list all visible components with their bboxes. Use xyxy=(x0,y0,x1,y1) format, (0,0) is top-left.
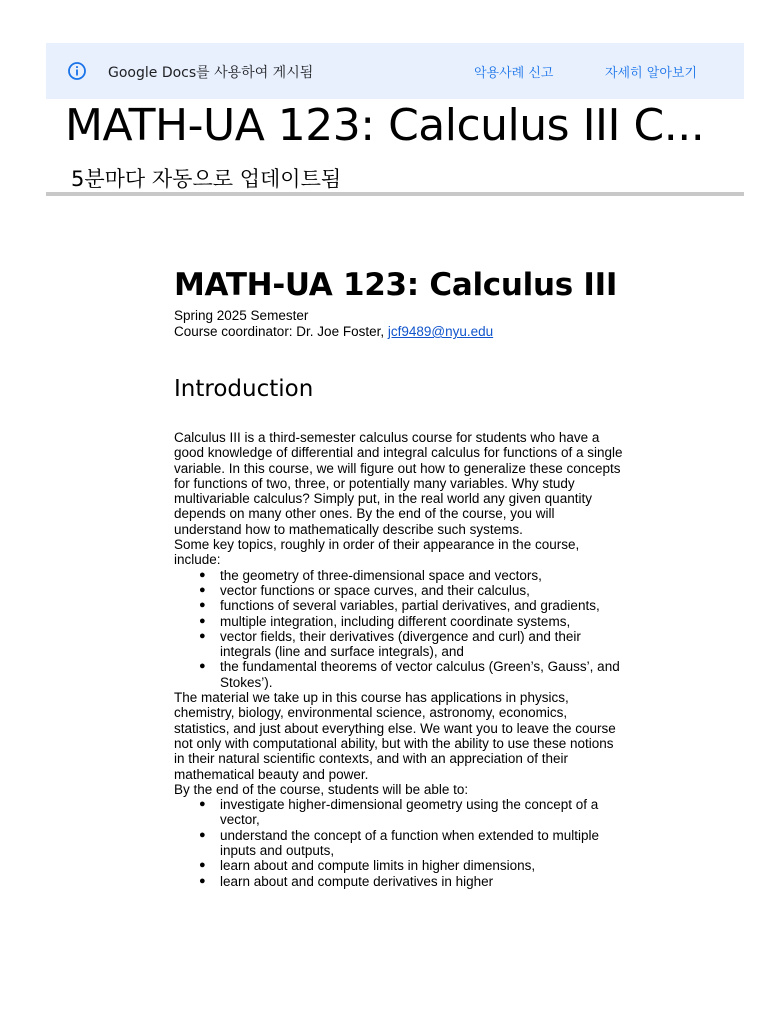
bullet-icon: ● xyxy=(199,614,206,627)
applications-paragraph: The material we take up in this course has applications in physics, chemistry, biology, environmental science, astronomy, economics, statistics, and just about everything else. We want you to leave the course not only with computational ability, but with the ability to use these notions in their natural scientific contexts, and with an appreciation of their mathematical beauty and power. xyxy=(174,690,616,782)
list-item xyxy=(199,659,624,690)
coordinator-line xyxy=(174,324,624,340)
outcomes-intro: By the end of the course, students will be able to: xyxy=(174,781,469,797)
list-item-text: learn about and compute limits in higher dimensions, xyxy=(220,858,536,874)
report-abuse-link[interactable]: 악용사례 신고 xyxy=(474,66,554,81)
header-divider xyxy=(46,192,744,196)
introduction-heading: Introduction xyxy=(174,376,314,402)
list-item xyxy=(199,827,624,859)
list-item xyxy=(199,582,624,598)
coordinator-email-link[interactable]: jcf9489@nyu.edu xyxy=(387,324,494,339)
bullet-icon: ● xyxy=(199,874,206,887)
list-item xyxy=(199,873,624,889)
list-item xyxy=(199,858,624,874)
list-item-text: vector fields, their derivatives (divergence and curl) and their integrals (line and surface integrals), and xyxy=(220,628,581,660)
document-page xyxy=(174,262,624,889)
published-with-google-docs-text: Google Docs를 사용하여 게시됨 xyxy=(108,65,314,81)
list-item-text: investigate higher-dimensional geometry using the concept of a vector, xyxy=(220,797,599,828)
list-item-text: multiple integration, including different coordinate systems, xyxy=(220,613,571,629)
bullet-icon: ● xyxy=(199,629,206,642)
learn-more-link[interactable]: 자세히 알아보기 xyxy=(605,66,698,81)
topics-intro: Some key topics, roughly in order of their appearance in the course, include: xyxy=(174,537,580,568)
list-item-text: the fundamental theorems of vector calculus (Green’s, Gauss’, and Stokes’). xyxy=(220,659,620,690)
list-item-text: vector functions or space curves, and their calculus, xyxy=(220,582,530,598)
info-icon xyxy=(67,61,87,81)
intro-paragraph: Calculus III is a third-semester calculus course for students who have a good knowledge of differential and integral calculus for functions of a single variable. In this course, we will figure out how to generalize these concepts for functions of two, three, or potentially many variables. Why study multivariable calculus? Simply put, in the real world any given quantity depends on many other ones. By the end of the course, you will understand how to mathematically describe such systems. xyxy=(174,430,623,537)
list-item xyxy=(199,628,624,660)
list-item-text: the geometry of three-dimensional space and vectors, xyxy=(220,567,542,583)
topics-list xyxy=(174,568,624,690)
bullet-icon: ● xyxy=(199,828,206,841)
bullet-icon: ● xyxy=(199,583,206,596)
semester-line: Spring 2025 Semester xyxy=(174,308,309,323)
bullet-icon: ● xyxy=(199,660,206,673)
introduction-body xyxy=(174,430,624,889)
document-title: MATH-UA 123: Calculus III C... xyxy=(65,100,705,151)
list-item xyxy=(199,613,624,629)
auto-update-notice: 5분마다 자동으로 업데이트됨 xyxy=(71,167,342,191)
outcomes-list xyxy=(174,797,624,889)
bullet-icon: ● xyxy=(199,599,206,612)
list-item xyxy=(199,598,624,614)
list-item xyxy=(199,567,624,583)
course-heading: MATH-UA 123: Calculus III xyxy=(174,267,618,303)
bullet-icon: ● xyxy=(199,798,206,811)
coordinator-text: Course coordinator: Dr. Joe Foster, xyxy=(174,324,388,339)
list-item xyxy=(199,797,624,828)
list-item-text: learn about and compute derivatives in higher xyxy=(220,873,494,889)
bullet-icon: ● xyxy=(199,568,206,581)
list-item-text: understand the concept of a function when extended to multiple inputs and outputs, xyxy=(220,827,600,859)
list-item-text: functions of several variables, partial derivatives, and gradients, xyxy=(220,598,600,614)
bullet-icon: ● xyxy=(199,859,206,872)
published-banner xyxy=(46,43,744,99)
